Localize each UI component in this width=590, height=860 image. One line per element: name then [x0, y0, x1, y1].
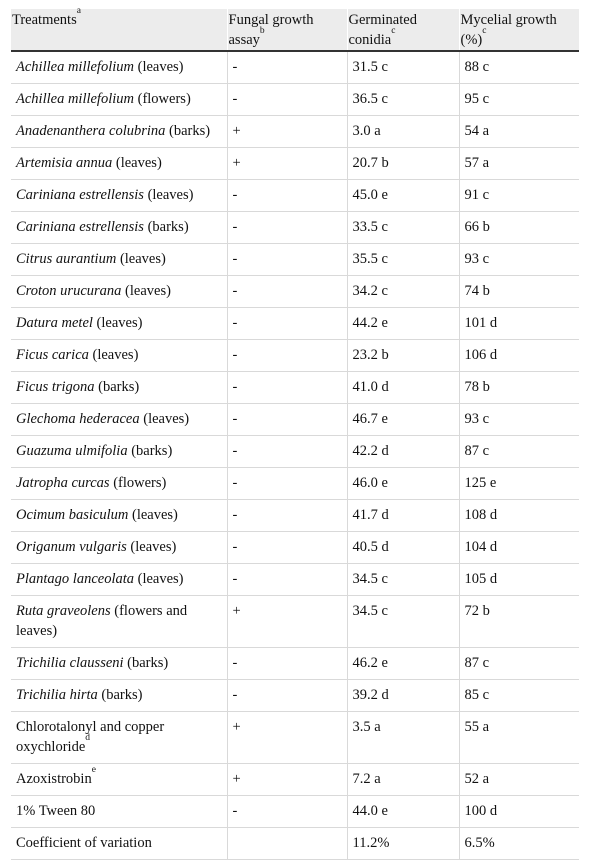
species-name: Datura metel — [16, 315, 93, 331]
germinated-conidia-cell: 7.2 a — [347, 764, 459, 796]
table-row — [11, 564, 579, 596]
treatment-cell — [11, 404, 227, 436]
mycelial-growth-cell: 108 d — [459, 500, 579, 532]
table-header — [11, 6, 579, 51]
germinated-conidia-cell: 41.7 d — [347, 500, 459, 532]
fungal-growth-cell: - — [227, 796, 347, 828]
species-name: Ficus trigona — [16, 379, 95, 395]
germinated-conidia-cell: 34.5 c — [347, 596, 459, 648]
footnote-marker: d — [85, 733, 91, 743]
species-name: Croton urucurana — [16, 283, 122, 299]
mycelial-growth-cell: 104 d — [459, 532, 579, 564]
species-name: Origanum vulgaris — [16, 539, 127, 555]
table-row — [11, 796, 579, 828]
species-name: Anadenanthera colubrina — [16, 123, 166, 139]
table-row — [11, 436, 579, 468]
table-row — [11, 116, 579, 148]
mycelial-growth-cell: 6.5% — [459, 828, 579, 860]
germinated-conidia-cell: 44.0 e — [347, 796, 459, 828]
species-name: Achillea millefolium — [16, 59, 134, 75]
table-row — [11, 648, 579, 680]
header-germinated-conidia-label: Germinated conidia — [348, 12, 417, 48]
treatment-text: Coefficient of variation — [16, 835, 152, 851]
species-name: Ficus carica — [16, 347, 89, 363]
species-name: Citrus aurantium — [16, 251, 117, 267]
fungal-growth-cell: - — [227, 436, 347, 468]
treatment-cell — [11, 372, 227, 404]
treatment-text: (barks) — [123, 655, 169, 671]
footnote-marker: c — [482, 26, 487, 36]
fungal-growth-cell: - — [227, 84, 347, 116]
mycelial-growth-cell: 105 d — [459, 564, 579, 596]
germinated-conidia-cell: 34.5 c — [347, 564, 459, 596]
germinated-conidia-cell: 40.5 d — [347, 532, 459, 564]
treatment-cell — [11, 180, 227, 212]
treatment-text: (leaves) — [121, 283, 171, 299]
treatment-text: (leaves) — [112, 155, 162, 171]
table-row — [11, 532, 579, 564]
treatment-cell — [11, 712, 227, 764]
treatment-cell — [11, 596, 227, 648]
mycelial-growth-cell: 93 c — [459, 404, 579, 436]
footnote-marker: c — [391, 26, 396, 36]
table-row — [11, 212, 579, 244]
treatment-cell — [11, 564, 227, 596]
fungal-growth-cell: + — [227, 764, 347, 796]
species-name: Plantago lanceolata — [16, 571, 134, 587]
treatment-text: (barks) — [127, 443, 173, 459]
mycelial-growth-cell: 88 c — [459, 51, 579, 84]
table-row — [11, 308, 579, 340]
table-row — [11, 764, 579, 796]
species-name: Glechoma hederacea — [16, 411, 140, 427]
fungal-growth-cell: + — [227, 712, 347, 764]
treatment-cell — [11, 116, 227, 148]
treatment-text: (leaves) — [128, 507, 178, 523]
mycelial-growth-cell: 91 c — [459, 180, 579, 212]
mycelial-growth-cell: 87 c — [459, 436, 579, 468]
fungal-growth-cell — [227, 828, 347, 860]
fungal-growth-cell: - — [227, 212, 347, 244]
fungal-growth-cell: + — [227, 596, 347, 648]
treatment-text: Azoxistrobin — [16, 771, 92, 787]
treatment-text: (leaves) — [134, 571, 184, 587]
germinated-conidia-cell: 39.2 d — [347, 680, 459, 712]
header-germinated-conidia — [347, 9, 459, 51]
table-row — [11, 148, 579, 180]
mycelial-growth-cell: 106 d — [459, 340, 579, 372]
table-row — [11, 372, 579, 404]
germinated-conidia-cell: 23.2 b — [347, 340, 459, 372]
mycelial-growth-cell: 87 c — [459, 648, 579, 680]
table-row — [11, 84, 579, 116]
germinated-conidia-cell: 46.0 e — [347, 468, 459, 500]
germinated-conidia-cell: 36.5 c — [347, 84, 459, 116]
mycelial-growth-cell: 101 d — [459, 308, 579, 340]
germinated-conidia-cell: 42.2 d — [347, 436, 459, 468]
treatment-text: (leaves) — [143, 187, 194, 203]
treatment-text: (leaves) — [126, 539, 177, 555]
fungal-growth-cell: - — [227, 564, 347, 596]
fungal-growth-cell: + — [227, 148, 347, 180]
treatment-cell — [11, 532, 227, 564]
germinated-conidia-cell: 11.2% — [347, 828, 459, 860]
footnote-marker: b — [259, 26, 265, 36]
treatment-cell — [11, 796, 227, 828]
table-row — [11, 500, 579, 532]
fungal-growth-cell: - — [227, 308, 347, 340]
treatment-text: (leaves) — [134, 59, 184, 75]
table-row — [11, 712, 579, 764]
fungal-growth-cell: - — [227, 468, 347, 500]
table-row — [11, 828, 579, 860]
treatment-cell — [11, 51, 227, 84]
treatment-text: (barks) — [165, 123, 211, 139]
header-mycelial-growth — [459, 9, 579, 51]
germinated-conidia-cell: 33.5 c — [347, 212, 459, 244]
treatment-text: (barks) — [94, 379, 140, 395]
fungal-growth-cell: - — [227, 340, 347, 372]
mycelial-growth-cell: 85 c — [459, 680, 579, 712]
results-table-container — [11, 6, 579, 860]
fungal-growth-cell: - — [227, 244, 347, 276]
fungal-growth-cell: - — [227, 372, 347, 404]
mycelial-growth-cell: 100 d — [459, 796, 579, 828]
germinated-conidia-cell: 20.7 b — [347, 148, 459, 180]
treatment-text: (flowers) — [109, 475, 167, 491]
mycelial-growth-cell: 125 e — [459, 468, 579, 500]
species-name: Artemisia annua — [16, 155, 113, 171]
fungal-growth-cell: - — [227, 180, 347, 212]
species-name: Ruta graveolens — [16, 603, 111, 619]
treatment-text: (barks) — [143, 219, 189, 235]
treatment-text: (leaves) — [88, 347, 139, 363]
treatment-cell — [11, 648, 227, 680]
treatment-cell — [11, 244, 227, 276]
mycelial-growth-cell: 55 a — [459, 712, 579, 764]
mycelial-growth-cell: 93 c — [459, 244, 579, 276]
table-row — [11, 404, 579, 436]
treatment-cell — [11, 340, 227, 372]
germinated-conidia-cell: 46.2 e — [347, 648, 459, 680]
mycelial-growth-cell: 74 b — [459, 276, 579, 308]
species-name: Jatropha curcas — [16, 475, 110, 491]
species-name: Trichilia clausseni — [16, 655, 124, 671]
fungal-growth-cell: - — [227, 648, 347, 680]
treatment-text: Chlorotalonyl and copper oxychloride — [16, 719, 165, 755]
header-treatments-label: Treatments — [12, 12, 77, 28]
germinated-conidia-cell: 41.0 d — [347, 372, 459, 404]
mycelial-growth-cell: 95 c — [459, 84, 579, 116]
germinated-conidia-cell: 3.0 a — [347, 116, 459, 148]
germinated-conidia-cell: 35.5 c — [347, 244, 459, 276]
treatment-cell — [11, 308, 227, 340]
species-name: Achillea millefolium — [16, 91, 134, 107]
table-row — [11, 276, 579, 308]
treatment-cell — [11, 468, 227, 500]
treatment-cell — [11, 148, 227, 180]
treatment-text: (leaves) — [139, 411, 190, 427]
results-table — [11, 6, 579, 860]
footnote-marker: a — [76, 6, 81, 16]
mycelial-growth-cell: 72 b — [459, 596, 579, 648]
species-name: Trichilia hirta — [16, 687, 98, 703]
treatment-cell — [11, 680, 227, 712]
treatment-cell — [11, 828, 227, 860]
treatment-cell — [11, 212, 227, 244]
table-row — [11, 680, 579, 712]
table-row — [11, 596, 579, 648]
footnote-marker: e — [91, 765, 96, 775]
header-row — [11, 9, 579, 51]
mycelial-growth-cell: 54 a — [459, 116, 579, 148]
table-row — [11, 340, 579, 372]
mycelial-growth-cell: 52 a — [459, 764, 579, 796]
treatment-cell — [11, 276, 227, 308]
table-body — [11, 51, 579, 860]
mycelial-growth-cell: 66 b — [459, 212, 579, 244]
germinated-conidia-cell: 46.7 e — [347, 404, 459, 436]
treatment-text: 1% Tween 80 — [16, 803, 96, 819]
mycelial-growth-cell: 57 a — [459, 148, 579, 180]
fungal-growth-cell: - — [227, 532, 347, 564]
species-name: Cariniana estrellensis — [16, 219, 144, 235]
treatment-text: (leaves) — [116, 251, 166, 267]
germinated-conidia-cell: 44.2 e — [347, 308, 459, 340]
species-name: Cariniana estrellensis — [16, 187, 144, 203]
fungal-growth-cell: - — [227, 500, 347, 532]
table-row — [11, 180, 579, 212]
species-name: Ocimum basiculum — [16, 507, 129, 523]
germinated-conidia-cell: 45.0 e — [347, 180, 459, 212]
germinated-conidia-cell: 31.5 c — [347, 51, 459, 84]
table-row — [11, 468, 579, 500]
fungal-growth-cell: + — [227, 116, 347, 148]
mycelial-growth-cell: 78 b — [459, 372, 579, 404]
header-fungal-growth-label: Fungal growth assay — [228, 12, 314, 48]
header-treatments — [11, 6, 227, 51]
fungal-growth-cell: - — [227, 276, 347, 308]
table-row — [11, 51, 579, 84]
fungal-growth-cell: - — [227, 404, 347, 436]
species-name: Guazuma ulmifolia — [16, 443, 128, 459]
header-fungal-growth-assay — [227, 9, 347, 51]
table-row — [11, 244, 579, 276]
treatment-text: (flowers) — [134, 91, 191, 107]
treatment-cell — [11, 764, 227, 796]
header-mycelial-growth-label: Mycelial growth (%) — [460, 12, 557, 48]
treatment-cell — [11, 84, 227, 116]
germinated-conidia-cell: 34.2 c — [347, 276, 459, 308]
treatment-text: (barks) — [97, 687, 143, 703]
fungal-growth-cell: - — [227, 51, 347, 84]
treatment-text: (leaves) — [92, 315, 143, 331]
germinated-conidia-cell: 3.5 a — [347, 712, 459, 764]
treatment-cell — [11, 436, 227, 468]
treatment-text: (flowers and leaves) — [16, 603, 188, 639]
treatment-cell — [11, 500, 227, 532]
fungal-growth-cell: - — [227, 680, 347, 712]
